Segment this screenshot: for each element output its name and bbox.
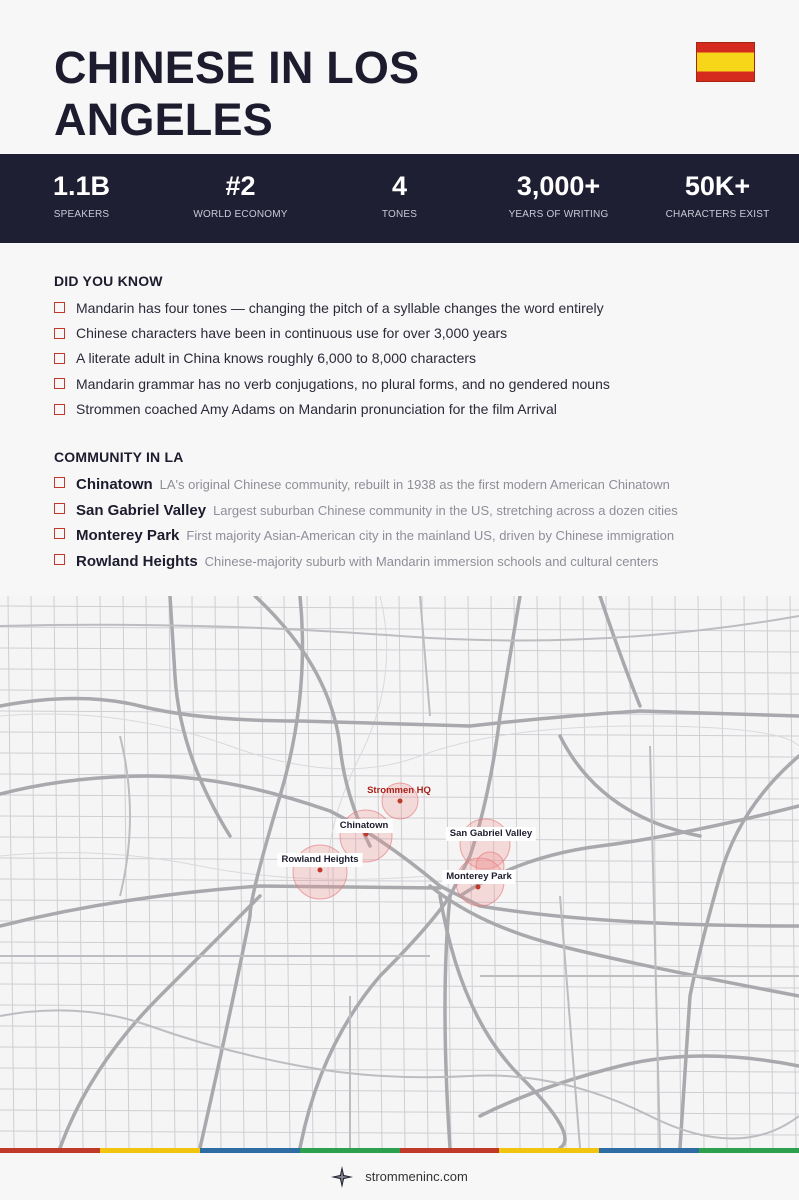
community-desc: LA's original Chinese community, rebuilt in 1938 as the first modern American Chinatown [159,477,670,493]
footer [0,1153,799,1200]
bullet-square-icon [54,554,65,565]
community-name: Chinatown [76,476,153,494]
list-item [54,523,678,549]
community-desc: Chinese-majority suburb with Mandarin immersion schools and cultural centers [204,554,659,570]
list-item [54,371,610,396]
spain-flag-icon [696,42,755,82]
community-name: Monterey Park [76,527,180,545]
stat-value: 4 [391,171,408,201]
stats-bar [0,154,799,243]
fact-text: Mandarin grammar has no verb conjugations, no plural forms, and no gendered nouns [76,375,610,392]
bullet-square-icon [54,503,65,514]
stat-speakers [2,171,161,220]
bullet-square-icon [54,528,65,539]
list-item [54,320,610,345]
bullet-square-icon [54,404,65,415]
footer-website-link[interactable]: strommeninc.com [365,1169,468,1184]
stat-value: 1.1B [52,171,111,201]
community-name: Rowland Heights [76,553,198,571]
stat-writing [479,171,638,220]
community-desc: Largest suburban Chinese community in the US, stretching across a dozen cities [213,502,678,518]
community-name: San Gabriel Valley [76,501,207,519]
fact-text: Strommen coached Amy Adams on Mandarin pronunciation for the film Arrival [76,401,557,418]
bullet-square-icon [54,378,65,389]
stat-value: #2 [225,171,256,201]
stat-characters [638,171,797,220]
stat-label: SPEAKERS [53,209,110,220]
fact-text: Mandarin has four tones — changing the pitch of a syllable changes the word entirely [76,299,604,316]
stat-label: WORLD ECONOMY [193,209,288,220]
map-marker-label-sgv: San Gabriel Valley [446,827,536,841]
community-heading: COMMUNITY IN LA [54,449,184,465]
compass-star-icon [331,1166,353,1188]
list-item [54,397,610,422]
map-marker-label-monterey: Monterey Park [442,870,515,884]
stat-label: YEARS OF WRITING [508,209,609,220]
fact-text: A literate adult in China knows roughly 6,000 to 8,000 characters [76,350,477,367]
bullet-square-icon [54,328,65,339]
bullet-square-icon [54,477,65,488]
bullet-square-icon [54,302,65,313]
stat-value: 50K+ [684,171,751,201]
did-you-know-heading: DID YOU KNOW [54,273,163,289]
stat-economy [161,171,320,220]
stat-label: CHARACTERS EXIST [665,209,770,220]
list-item [54,346,610,371]
list-item [54,472,678,498]
stat-tones [320,171,479,220]
bullet-square-icon [54,353,65,364]
fact-list [54,295,610,422]
la-map [0,596,799,1148]
stat-label: TONES [381,209,418,220]
street-map-graphic [0,596,799,1148]
fact-text: Chinese characters have been in continuous use for over 3,000 years [76,325,508,342]
list-item [54,295,610,320]
stat-value: 3,000+ [516,171,601,201]
map-marker-label-hq: Strommen HQ [367,785,431,796]
list-item [54,498,678,524]
map-marker-label-chinatown: Chinatown [336,819,393,833]
community-list [54,472,678,574]
list-item [54,549,678,575]
community-desc: First majority Asian-American city in the mainland US, driven by Chinese immigration [186,528,675,544]
page-title: CHINESE IN LOS ANGELES [54,42,420,145]
map-marker-label-rowland: Rowland Heights [277,853,362,867]
